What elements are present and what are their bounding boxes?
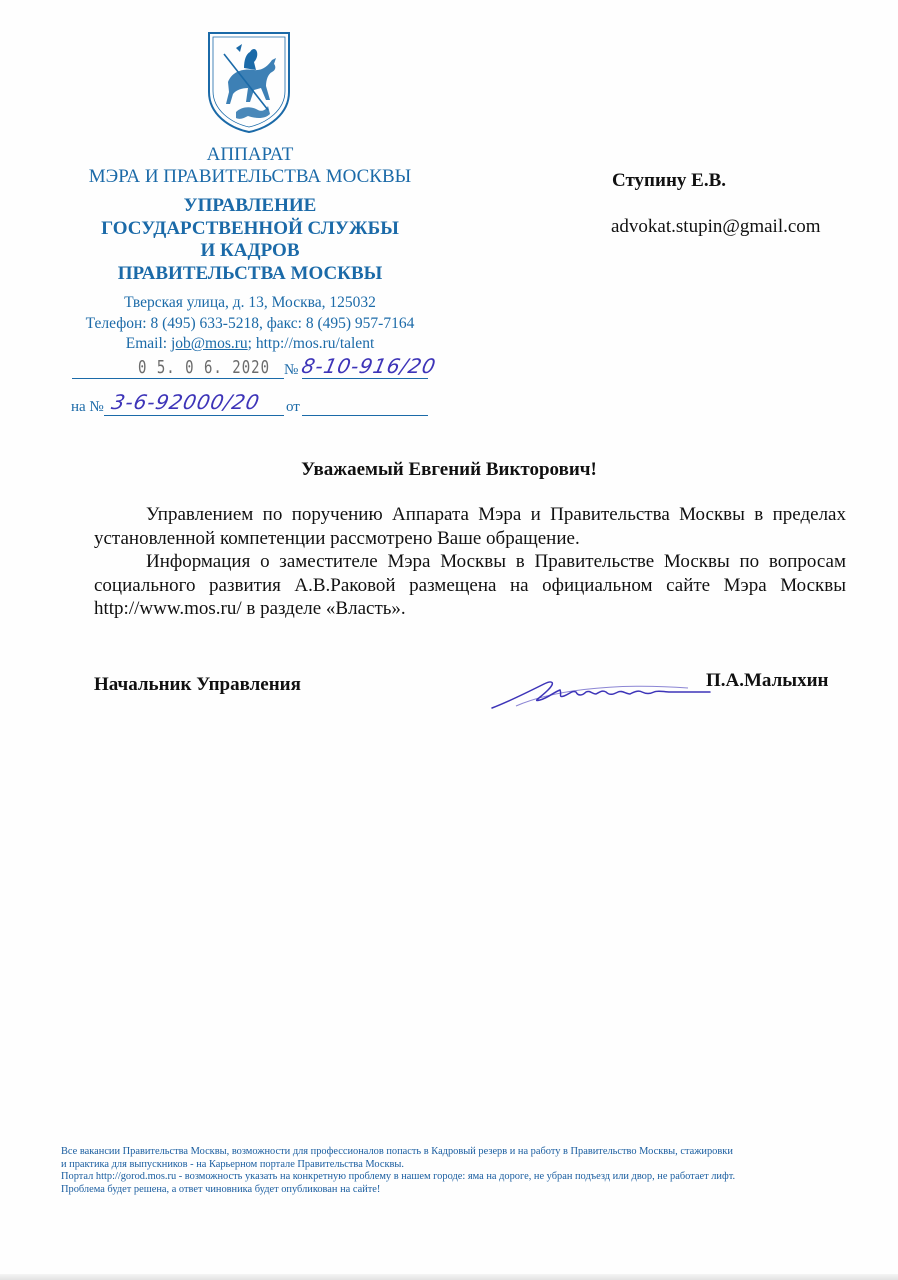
department-line: ГОСУДАРСТВЕННОЙ СЛУЖБЫ (101, 217, 399, 239)
reference-date-line (302, 415, 428, 416)
department-line: УПРАВЛЕНИЕ (183, 195, 317, 216)
address: Тверская улица, д. 13, Москва, 125032 (124, 294, 376, 311)
addressee-name: Ступину Е.В. (612, 170, 726, 191)
handwritten-signature (488, 662, 713, 714)
body-paragraph-1: Управлением по поручению Аппарата Мэра и Правительства Москвы в пределах установленной компетенции рассмотрено Ваше обращение. (94, 504, 846, 549)
footer-line: Портал http://gorod.mos.ru - возможность указать на конкретную проблему в нашем городе: яма на дороге, не убран подъезд или двор, не работает лифт. (61, 1171, 736, 1183)
org-name-line1: АППАРАТ (206, 144, 294, 165)
salutation: Уважаемый Евгений Викторович! (301, 459, 597, 480)
contact-block (40, 293, 460, 355)
addressee-email: advokat.stupin@gmail.com (611, 216, 821, 237)
moscow-coat-of-arms-icon (206, 30, 292, 134)
footer-notice (61, 1146, 861, 1196)
email-link[interactable]: job@mos.ru (170, 335, 248, 352)
footer-line: Проблема будет решена, а ответ чиновника будет опубликован на сайте! (61, 1183, 381, 1195)
footer-line: и практика для выпускников - на Карьерном портале Правительства Москвы. (61, 1158, 404, 1170)
email-line (40, 334, 460, 355)
outgoing-date-line (72, 378, 284, 379)
email-label: Email: (125, 335, 171, 352)
org-name-line2: МЭРА И ПРАВИТЕЛЬСТВА МОСКВЫ (88, 166, 412, 187)
signatory-name: П.А.Малыхин (706, 670, 829, 691)
body-paragraph-2: Информация о заместителе Мэра Москвы в Правительстве Москвы по вопросам социального развития А.В.Раковой размещена на официальном сайте Мэра Москвы http://www.mos.ru/ в разделе «Власть». (94, 551, 846, 619)
date-stamp: 0 5. 0 6. 2020 (138, 358, 271, 378)
department-line: И КАДРОВ (200, 240, 300, 261)
department-line: ПРАВИТЕЛЬСТВА МОСКВЫ (117, 262, 383, 284)
website-link[interactable]: ; http://mos.ru/talent (247, 335, 375, 352)
outgoing-number-line (302, 378, 428, 379)
number-sign: № (284, 362, 299, 378)
phone: Телефон: 8 (495) 633-5218, факс: 8 (495) 957-7164 (85, 314, 415, 332)
outgoing-number-handwritten: 8-10-916/20 (299, 354, 439, 378)
signatory-title: Начальник Управления (94, 674, 301, 695)
reference-prefix: на № (71, 399, 104, 415)
reference-number-handwritten: 3-6-92000/20 (109, 390, 263, 414)
footer-line: Все вакансии Правительства Москвы, возможности для профессионалов попасть в Кадровый резерв и на работу в Правительство Москвы, стажировки (61, 1146, 733, 1157)
department-name (40, 195, 460, 285)
reference-number-line (104, 415, 284, 416)
reference-from-label: от (286, 399, 300, 415)
